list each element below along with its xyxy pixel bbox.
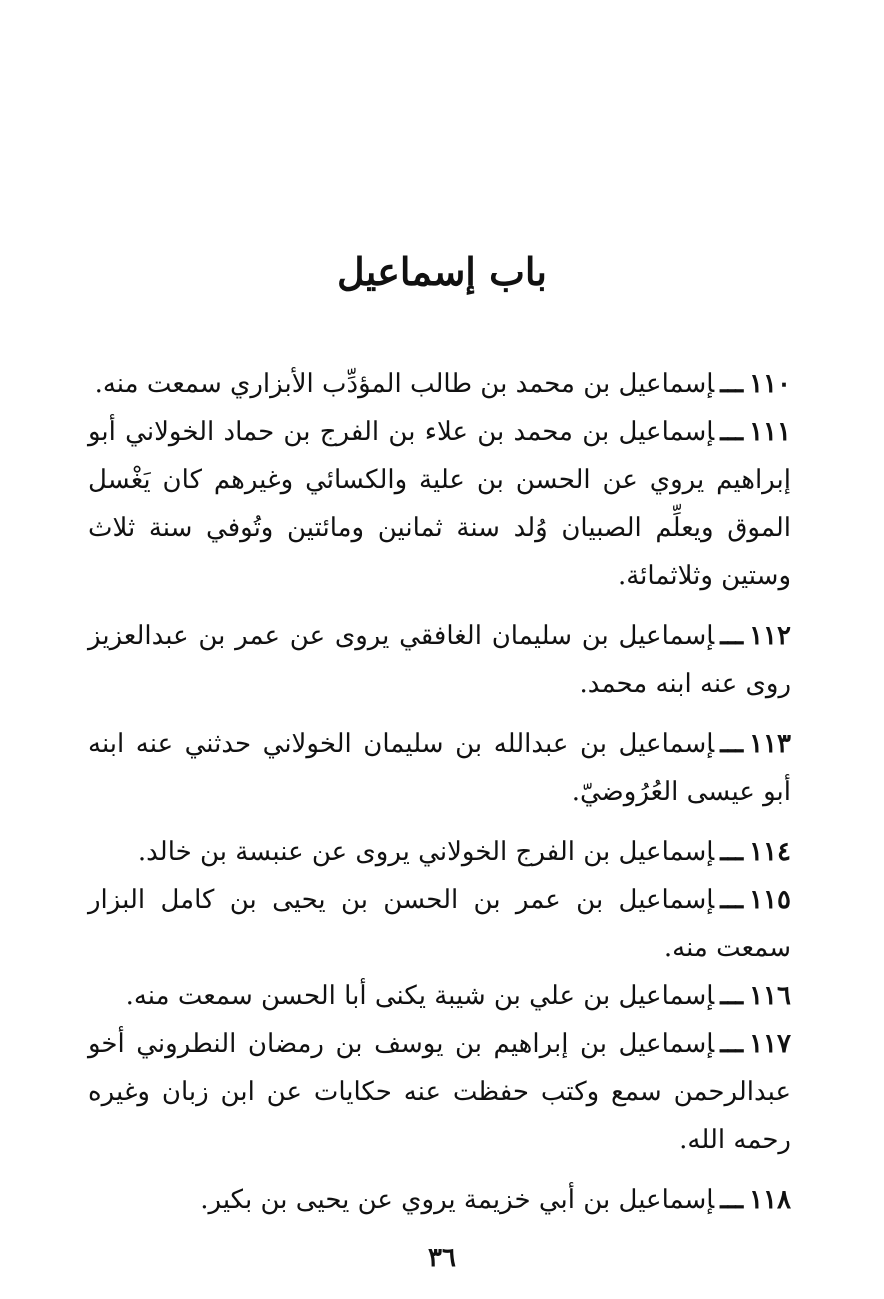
entry-118 xyxy=(88,1176,791,1224)
entry-text: إسماعيل بن أبي خزيمة يروي عن يحيى بن بكير. xyxy=(200,1185,715,1215)
entry-112 xyxy=(88,612,791,708)
entry-115 xyxy=(88,876,791,972)
entry-117 xyxy=(88,1020,791,1164)
entry-number: ١١٠ xyxy=(749,369,791,399)
entries-list xyxy=(88,360,791,1224)
page-number: ٣٦ xyxy=(428,1243,456,1273)
entry-text: إسماعيل بن إبراهيم بن يوسف بن رمضان النطروني أخو عبدالرحمن سمع وكتب حفظت عنه حكايات عن ابن زبان وغيره رحمه الله. xyxy=(88,1029,791,1155)
entry-number: ١١٦ xyxy=(749,981,791,1011)
entry-116 xyxy=(88,972,791,1020)
entry-text: إسماعيل بن محمد بن طالب المؤدِّب الأبزاري سمعت منه. xyxy=(94,369,715,399)
entry-dash: ـــ xyxy=(720,885,744,915)
entry-text: إسماعيل بن علي بن شيبة يكنى أبا الحسن سمعت منه. xyxy=(125,981,715,1011)
entry-dash: ـــ xyxy=(720,369,744,399)
entry-text: إسماعيل بن عبدالله بن سليمان الخولاني حدثني عنه ابنه أبو عيسى العُرُوضيّ. xyxy=(88,729,791,807)
entry-number: ١١٢ xyxy=(749,621,791,651)
entry-number: ١١٧ xyxy=(749,1029,791,1059)
entry-111 xyxy=(88,408,791,600)
entry-number: ١١٥ xyxy=(749,885,791,915)
entry-number: ١١٣ xyxy=(749,729,791,759)
chapter-title: باب إسماعيل xyxy=(336,249,548,294)
entry-dash: ـــ xyxy=(720,981,744,1011)
entry-dash: ـــ xyxy=(720,729,744,759)
entry-dash: ـــ xyxy=(720,417,744,447)
entry-text: إسماعيل بن محمد بن علاء بن الفرج بن حماد الخولاني أبو إبراهيم يروي عن الحسن بن علية والكسائي وغيرهم كان يَغْسل الموق ويعلِّم الصبيان وُلد سنة ثمانين ومائتين وتُوفي سنة ثلاث وستين وثلاثمائة. xyxy=(88,417,791,591)
entry-114 xyxy=(88,828,791,876)
entry-number: ١١٤ xyxy=(749,837,791,867)
entry-dash: ـــ xyxy=(720,837,744,867)
entry-text: إسماعيل بن الفرج الخولاني يروى عن عنبسة بن خالد. xyxy=(137,837,715,867)
entry-text: إسماعيل بن عمر بن الحسن بن يحيى بن كامل البزار سمعت منه. xyxy=(88,885,791,963)
entry-number: ١١١ xyxy=(749,417,791,447)
entry-113 xyxy=(88,720,791,816)
entry-110 xyxy=(88,360,791,408)
entry-text: إسماعيل بن سليمان الغافقي يروى عن عمر بن عبدالعزيز روى عنه ابنه محمد. xyxy=(88,621,791,699)
entry-dash: ـــ xyxy=(720,1029,744,1059)
entry-dash: ـــ xyxy=(720,621,744,651)
entry-number: ١١٨ xyxy=(749,1185,791,1215)
entry-dash: ـــ xyxy=(720,1185,744,1215)
